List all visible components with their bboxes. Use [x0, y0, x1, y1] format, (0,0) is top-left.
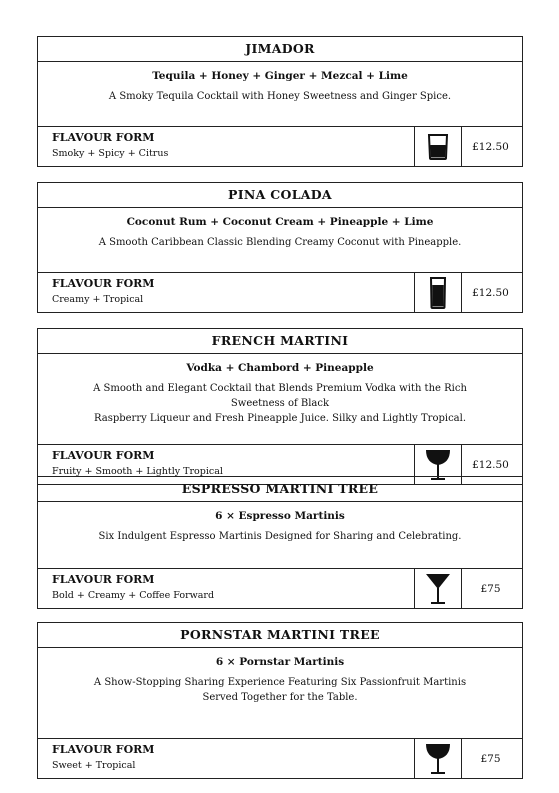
cocktail-title: PORNSTAR MARTINI TREE: [38, 623, 522, 648]
cocktail-title: FRENCH MARTINI: [38, 329, 522, 354]
cocktail-ingredients: Tequila + Honey + Ginger + Mezcal + Lime: [152, 70, 408, 82]
martini-glass-icon: [425, 572, 451, 606]
flavour-form-label: FLAVOUR FORM: [52, 277, 155, 290]
glass-cell: [414, 569, 462, 608]
cocktail-description: [38, 62, 522, 127]
flavour-form-label: FLAVOUR FORM: [52, 573, 155, 586]
flavour-form-label: FLAVOUR FORM: [52, 449, 155, 462]
glass-cell: [414, 127, 462, 166]
cocktail-footer: [38, 127, 522, 166]
menu-card-pina-colada: [37, 182, 523, 313]
menu-card-jimador: [37, 36, 523, 167]
price: £75: [480, 752, 501, 765]
cocktail-tagline-line-1: A Smooth and Elegant Cocktail that Blends Premium Vodka with the Rich Sweetness of Black: [93, 383, 467, 409]
cocktail-description: [38, 208, 522, 273]
flavour-form-value: Sweet + Tropical: [52, 760, 136, 771]
glass-cell: [414, 739, 462, 778]
cocktail-tagline-line-1: A Show-Stopping Sharing Experience Featuring Six Passionfruit Martinis: [93, 677, 467, 688]
cocktail-description: [38, 354, 522, 445]
price: £12.50: [472, 140, 509, 153]
menu-card-espresso-martini-tree: [37, 476, 523, 609]
cocktail-ingredients: 6 × Espresso Martinis: [215, 510, 345, 522]
flavour-form: [52, 277, 154, 308]
price: £12.50: [472, 458, 509, 471]
cocktail-ingredients: Vodka + Chambord + Pineapple: [186, 362, 374, 374]
cocktail-footer: [38, 569, 522, 608]
flavour-form-value: Fruity + Smooth + Lightly Tropical: [52, 466, 223, 477]
flavour-form-value: Smoky + Spicy + Citrus: [52, 148, 169, 159]
flavour-form: [52, 743, 154, 774]
coupe-glass-icon: [425, 742, 451, 776]
flavour-form-label: FLAVOUR FORM: [52, 131, 155, 144]
cocktail-footer: [38, 739, 522, 778]
cocktail-description: [38, 502, 522, 569]
flavour-form: [52, 573, 214, 604]
cocktail-tagline-line-2: Raspberry Liqueur and Fresh Pineapple Juice. Silky and Lightly Tropical.: [93, 413, 467, 424]
cocktail-tagline-line-2: Served Together for the Table.: [202, 692, 358, 703]
cocktail-tagline: A Smoky Tequila Cocktail with Honey Sweetness and Ginger Spice.: [108, 91, 452, 102]
rocks-glass-icon: [427, 134, 449, 160]
cocktail-tagline: Six Indulgent Espresso Martinis Designed for Sharing and Celebrating.: [98, 531, 462, 542]
flavour-form-value: Bold + Creamy + Coffee Forward: [52, 590, 215, 601]
price: £75: [480, 582, 501, 595]
cocktail-footer: [38, 273, 522, 312]
price: £12.50: [472, 286, 509, 299]
cocktail-ingredients: Coconut Rum + Coconut Cream + Pineapple + Lime: [126, 216, 434, 228]
cocktail-tagline: A Smooth Caribbean Classic Blending Creamy Coconut with Pineapple.: [98, 237, 462, 248]
glass-cell: [414, 273, 462, 312]
cocktail-title: PINA COLADA: [38, 183, 522, 208]
flavour-form-value: Creamy + Tropical: [52, 294, 144, 305]
menu-card-french-martini: [37, 328, 523, 485]
flavour-form-label: FLAVOUR FORM: [52, 743, 155, 756]
menu-card-pornstar-martini-tree: [37, 622, 523, 779]
cocktail-title: ESPRESSO MARTINI TREE: [38, 477, 522, 502]
flavour-form: [52, 131, 168, 162]
cocktail-description: [38, 648, 522, 739]
cocktail-ingredients: 6 × Pornstar Martinis: [215, 656, 345, 668]
cocktail-title: JIMADOR: [38, 37, 522, 62]
highball-glass-icon: [429, 277, 447, 309]
